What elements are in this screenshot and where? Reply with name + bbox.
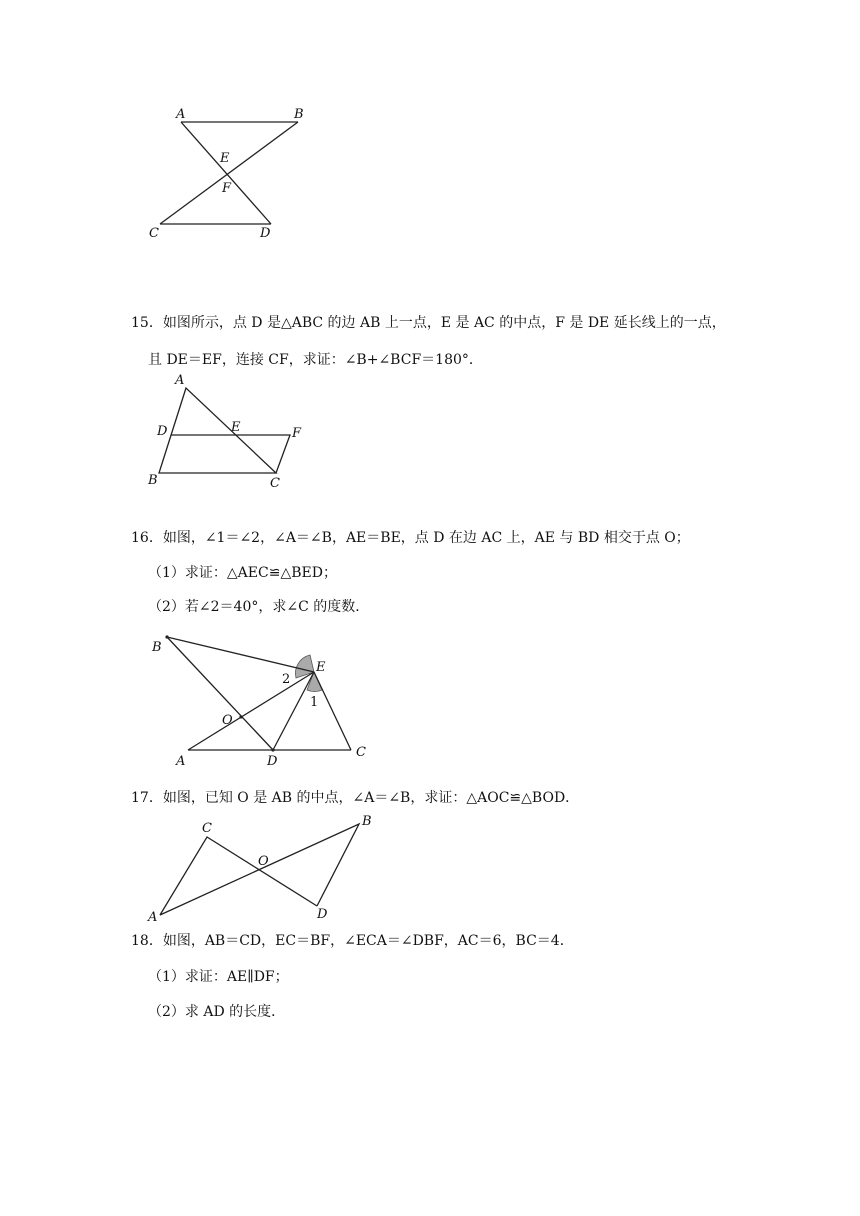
q18-part1: （1）求证：AE∥DF； [148,969,289,985]
q18-text-line1: 18．如图，AB＝CD，EC＝BF，∠ECA＝∠DBF，AC＝6，BC＝4． [131,933,574,949]
segment-ec [314,672,351,750]
label-E: E [220,151,230,166]
label-C: C [356,745,366,760]
label-D: D [260,226,271,241]
label-C: C [202,821,212,836]
segment-a-b-d [160,824,359,915]
label-O: O [222,713,233,728]
label-D: D [267,754,278,769]
figure-q15 [140,370,320,495]
label-A: A [148,910,158,925]
label-B: B [152,640,162,655]
label-angle-2: 2 [282,672,291,687]
figure-q17-svg [140,808,380,928]
label-A: A [175,373,185,388]
q16-part2: （2）若∠2＝40°，求∠C 的度数． [148,599,370,615]
point-o [239,715,242,718]
q16-part1: （1）求证：△AEC≌△BED； [148,565,337,581]
angle-2-arc [295,655,314,678]
figure-q16 [140,625,380,770]
segment-ad [181,122,271,224]
label-angle-1: 1 [310,695,319,710]
label-C: C [270,476,280,491]
point-d [271,748,274,751]
figure-q14 [140,100,320,250]
triangle-abc [159,388,276,473]
q16-text-line1: 16．如图，∠1＝∠2，∠A＝∠B，AE＝BE，点 D 在边 AC 上，AE 与 BD 相交于点 O； [131,530,690,546]
segment-a-c-d [160,837,317,915]
label-O: O [258,854,269,869]
segment-dfc [171,435,290,473]
segment-ae [188,672,314,750]
label-E: E [231,420,241,435]
figure-q15-svg [140,370,320,495]
label-C: C [149,226,159,241]
q15-text-line2: 且 DE＝EF，连接 CF，求证：∠B+∠BCF＝180°． [148,352,483,368]
figure-q17 [140,808,380,928]
segment-be [167,637,314,672]
label-B: B [362,814,372,829]
segment-ed [273,672,314,750]
point-b [165,635,168,638]
q18-part2: （2）求 AD 的长度． [148,1004,286,1020]
label-F: F [222,181,232,196]
label-E: E [316,660,326,675]
label-F: F [292,426,302,441]
segment-bd [167,637,273,750]
label-B: B [148,473,158,488]
label-A: A [176,754,186,769]
segment-bc [160,122,298,224]
q17-text-line1: 17．如图，已知 O 是 AB 的中点，∠A＝∠B，求证：△AOC≌△BOD． [131,790,580,806]
label-D: D [157,424,168,439]
label-D: D [317,907,328,922]
label-A: A [176,107,186,122]
label-B: B [294,107,304,122]
figure-q16-svg [140,625,380,770]
figure-q14-svg [140,100,320,250]
q15-text-line1: 15．如图所示，点 D 是△ABC 的边 AB 上一点，E 是 AC 的中点，F 是 DE 延长线上的一点， [131,315,726,331]
